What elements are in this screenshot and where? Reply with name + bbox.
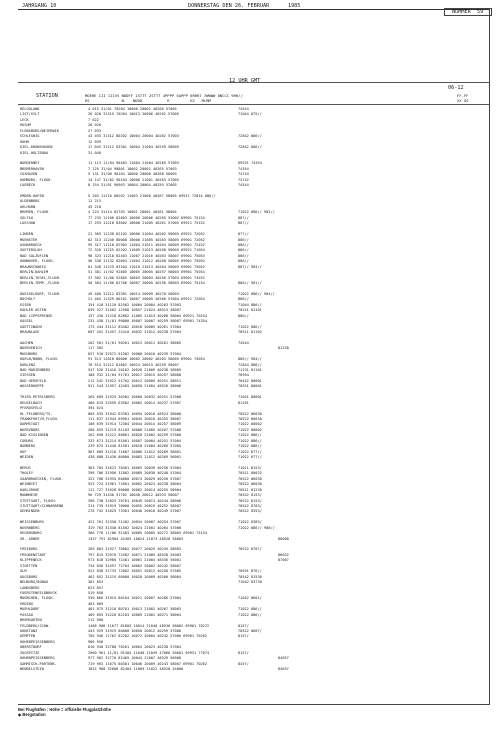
date-label: DONNERSTAG DEN 26. FEBRUAR 1985 [188, 3, 301, 9]
station-extra: 71022 8383/ [238, 520, 262, 525]
station-name: BERLIN-TEGEL,FLUGH. [20, 275, 62, 280]
station-name: BAD HERSFELD [20, 378, 46, 383]
station-name: ZUGSPITZE [20, 650, 40, 655]
station-data: 839 427 31582 12508 10057 21024 48513 58007 [88, 308, 182, 313]
station-name: ESSEN [20, 302, 31, 307]
station-data: 56 338 11132 82603 11004 21012 40268 58005 69901 75052 [88, 259, 205, 264]
station-extra: 74744 [238, 172, 249, 177]
station-extra: 74354 [238, 166, 249, 171]
station-extra: 70511 80032 [238, 471, 262, 476]
station-extra: 71042 83730 [238, 580, 262, 585]
station-data: 4 224 31114 82703 10001 20001 40261 58004 [88, 210, 177, 215]
station-name: MUENCHEN, FLUGH. [20, 596, 55, 601]
station-data: 276 742 31625 73301 10040 20010 40249 57007 [88, 509, 182, 514]
station-name: BRAUNLAGE [20, 329, 40, 334]
station-name: HOHENPEISSENBERG [20, 639, 55, 644]
station-name: TRIER-PETRISBERG [20, 395, 55, 400]
station-row [20, 281, 318, 286]
station-name: PASSAU [20, 612, 33, 617]
station-name: LECK [20, 117, 29, 122]
station-name: KAHLER ASTEN [20, 308, 46, 313]
station-extra: 887// 903// [238, 264, 262, 269]
station-row [20, 384, 318, 389]
station-extra: 71022 886// [238, 324, 262, 329]
station-remark: 84657 [278, 656, 289, 661]
station-data: 705 946 11762 82202 10072 20004 40242 57006 69901 70262 [88, 634, 207, 639]
station-data: 1486 908 11677 81803 10014 21040 48530 58002 69901 70272 [88, 623, 210, 628]
station-extra: 71022 877// [238, 449, 262, 454]
station-remark: 87007 [278, 558, 289, 563]
station-remark: 81238 [278, 346, 289, 351]
station-extra: 886// [238, 297, 249, 302]
station-data: 8 154 31/01 90903 10004 20004 40259 57005 [88, 183, 177, 188]
station-name: KIEL-HOLTENAU [20, 150, 49, 155]
right-code-header-1: FF-FF [457, 93, 469, 98]
station-data: 14 147 31/02 90104 10000 21001 40263 57005 [88, 177, 179, 182]
station-name: BREMERHAVEN [20, 166, 44, 171]
station-data: 45 400 31212 83301 10014 20009 40270 58003 [88, 291, 179, 296]
station-data: 567 685 31218 71607 10006 21012 40269 56001 [88, 449, 182, 454]
station-extra: 8157/ [238, 634, 249, 639]
station-extra: 71022 886// [238, 612, 262, 617]
station-name: AHLHORN [20, 204, 36, 209]
station-extra: 886// 901// [238, 281, 262, 285]
station-name: LANDSBERG [20, 585, 40, 590]
station-extra: 74544 [238, 107, 249, 111]
station-row [20, 151, 318, 156]
station-extra: 70452 80001 [238, 378, 262, 383]
station-data: 319 763 31340 81502 10024 21001 40264 57008 [88, 525, 182, 530]
station-extra: 887// [238, 221, 249, 226]
station-data: 977 962 32770 82405 10044 21007 48529 56000 [88, 656, 182, 661]
station-name: GR. ARBER [20, 536, 40, 541]
station-extra: 74544 [238, 183, 249, 188]
station-name: BERLIN-DAHLEM [20, 270, 49, 275]
station-data: 805 635 31942 63303 10094 20010 48524 58008 [88, 411, 182, 416]
station-data: 21 404 11329 80101 10007 20005 40266 57004 69921 72054 [88, 297, 205, 302]
station-data: 409 893 31220 82103 10009 21001 40271 58004 [88, 612, 182, 617]
station-name: ERDING [20, 601, 33, 606]
station-data: 202 501 31/01 90201 10013 20011 40261 58005 [88, 340, 182, 345]
station-extra: 71022 886// 902// [238, 210, 275, 215]
station-data: 21 305 11238 82102 10006 21004 40262 58005 69921 72052 [88, 232, 205, 237]
station-data: 1832 980 32680 82404 11009 21022 48528 54000 [88, 667, 184, 672]
station-data: 72 320 11225 82202 11009 21013 40268 58005 69921 71054 [88, 248, 205, 253]
station-extra: 70542 8703/ [238, 503, 262, 508]
station-extra: 70954 [238, 373, 249, 378]
station-row [20, 537, 318, 542]
station-name: KEMPTEN [20, 634, 36, 639]
station-extra: 70511 81230 [238, 487, 262, 492]
station-extra: 886// [238, 237, 249, 242]
station-name: BAD LIPPSPRINGE [20, 313, 53, 318]
station-extra: 886// [238, 313, 249, 318]
station-data: 265 609 31925 30302 10060 20032 40251 57008 [88, 395, 182, 400]
station-name: FLENSBURG/WEIERWIK [20, 128, 59, 133]
station-name: WEIDEN [20, 455, 33, 459]
station-name: HAMBURG, FLUGH. [20, 177, 53, 182]
station-remark: 80008 [278, 536, 289, 541]
station-name: REGENSBURG [20, 531, 42, 536]
station-name: HOF [20, 449, 27, 454]
station-data: 212 900 [88, 618, 104, 623]
station-extra: 8157/ [238, 623, 249, 628]
station-data: 239 675 31440 81501 10018 21004 40266 57005 [88, 444, 182, 449]
station-name: GARMISCH-PARTENK. [20, 661, 57, 666]
station-name: BAD KISSINGEN [20, 433, 49, 438]
station-extra: 71022 877// [238, 455, 262, 459]
station-name: HUSUM [20, 123, 31, 128]
station-data: 422 761 31330 71402 10034 20007 40254 57007 [88, 520, 182, 525]
station-name: GOETTINGEN [20, 324, 42, 329]
station-data: 108 639 31914 72304 10044 20014 40257 58009 [88, 422, 182, 427]
station-data: 7 129 31/04 90801 10002 20002 40265 57003 [88, 166, 177, 171]
station-data: 921 544 31957 42403 10050 21004 48526 58006 [88, 384, 182, 389]
station-extra: 74742 [238, 177, 249, 182]
station-data: 81 348 11225 83204 11010 21013 40264 58003 69901 75052 [88, 264, 205, 269]
footer-airport-note: Bei Flughäfen : Höhe = offizielle Flugplatzhöhe [18, 707, 111, 712]
station-extra: 71044 886// [238, 302, 262, 307]
station-extra: 74544 [238, 340, 249, 345]
station-name: KASSEL [20, 319, 33, 324]
station-name: MUENSTER [20, 237, 38, 242]
station-extra: 71022 886// [238, 607, 262, 612]
station-data: 50 384 11/06 82706 10007 20005 40256 58003 69901 75154 [88, 281, 205, 285]
station-name: DARMSTADT [20, 422, 40, 427]
station-data: 5 131 31/00 90104 10000 20000 40268 56005 [88, 172, 177, 177]
station-name: LINGEN [20, 232, 33, 237]
station-data: 17 045 31212 83301 10004 21004 40259 58005 [88, 145, 179, 150]
station-name: WENDELSTEIN [20, 667, 44, 672]
station-data: 553 724 31961 71801 10062 20023 40238 58004 [88, 482, 182, 487]
station-name: MUEHBURG [20, 351, 38, 356]
station-name: KOBLENZ [20, 362, 36, 367]
station-data: 986 950 [88, 639, 104, 644]
station-name: HOHENPEISSENBERG [20, 656, 55, 661]
station-extra: 71011 8153/ [238, 465, 262, 470]
station-name: BAD SALZUFLEN [20, 253, 49, 258]
station-extra: 886// 904// [238, 357, 262, 362]
station-row [20, 455, 318, 460]
station-name: BOCHOLT [20, 297, 36, 302]
station-data: 5 203 11110 80202 11003 21008 40267 58005 69911 72854 886// [88, 194, 216, 198]
station-data: 269 803 31927 70002 10077 20025 40245 58003 [88, 547, 182, 552]
station-name: AUGSBURG [20, 574, 38, 579]
station-row [20, 330, 318, 335]
station-name: FELDBERG/SCHW. [20, 623, 51, 628]
station-data: 332 671 31214 81001 10007 20004 40251 57004 [88, 438, 182, 443]
station-extra: 8157/ [238, 650, 249, 655]
station-data: 627 510 32572 51502 10080 20010 40239 57004 [88, 351, 182, 356]
station-extra: 70522 8153/ [238, 498, 262, 503]
station-name: FREUDENSTADT [20, 552, 46, 557]
station-name: WUERZBURG [20, 427, 40, 432]
station-extra: 71022 886// [238, 433, 262, 438]
station-extra: 877// [238, 232, 249, 237]
station-extra: 71022 886// [238, 444, 262, 449]
station-extra: 70591 876// [238, 569, 262, 574]
station-data: 95 317 11218 82903 11004 21011 40264 58005 69901 72452 [88, 242, 205, 247]
station-name: KARLSRUHE [20, 487, 40, 492]
station-name: NUERNBERG [20, 525, 40, 530]
station-name: BRAUNSCHWEIG [20, 264, 46, 269]
station-data: 4 015 31/01 70204 10006 20002 40266 57005 [88, 107, 177, 111]
station-extra: 71022 80002 [238, 422, 262, 427]
station-name: BREMGARTEN [20, 618, 42, 623]
station-name: HOHN [20, 139, 29, 144]
station-extra: 70522 8607/ [238, 629, 262, 633]
station-name: STUTTGART, FLUGH. [20, 498, 57, 503]
station-data: 797 815 32970 72502 10071 21005 48528 54003 [88, 552, 182, 557]
station-extra: 887// [238, 215, 249, 220]
station-extra: 70522 86030 [238, 476, 262, 481]
station-data: 157 430 11218 82802 11005 21013 40268 58004 69921 70254 [88, 313, 207, 318]
station-name: ULM [20, 569, 27, 574]
station-name: KIEL-KRONSHAGEN [20, 145, 53, 150]
station-name: CUXHAVEN [20, 172, 38, 177]
station-data: 394 624 [88, 406, 104, 411]
station-name: WASSERKUPPE [20, 384, 44, 389]
station-name: BAD MARIENBERG [20, 368, 51, 372]
volume-label: JAHRGANG 10 [22, 3, 57, 9]
station-data: 607 452 31457 22410 10032 21012 40238 57004 [88, 329, 182, 334]
station-extra: 70511 81102 [238, 329, 262, 334]
station-data: 522 838 31733 72002 10051 20012 40250 57005 [88, 569, 182, 574]
station-name: GIESSEN [20, 373, 36, 378]
station-name: LUEBECK [20, 183, 36, 188]
station-data: 31 046 [88, 150, 101, 155]
station-name: FRANKFURT/M,FLUGH. [20, 416, 59, 421]
station-data: 212 542 31922 51702 10012 20005 40251 58011 [88, 378, 182, 383]
station-extra: 71044 875// [238, 112, 262, 117]
station-name: SCHLESWIG [20, 134, 40, 139]
station-data: 973 818 32960 72401 10061 21004 48536 56001 [88, 558, 182, 563]
station-name: SOLTAU [20, 215, 33, 220]
station-remark: 86032 [278, 552, 289, 557]
station-data: 154 410 31110 82502 10004 20004 40263 57003 [88, 302, 182, 307]
station-data: 262 658 31222 80801 10020 21002 40259 57008 [88, 433, 182, 438]
station-name: LIST/SYLT [20, 112, 40, 117]
station-name: PFERDSFELD [20, 406, 42, 411]
station-data: 314 739 31919 70000 10055 20019 40252 58007 [88, 503, 182, 508]
station-data: 268 655 31219 81103 10000 21005 40267 57008 [88, 427, 182, 432]
station-data: 11 113 11/04 90403 11004 21004 40265 57003 [88, 161, 179, 166]
station-extra: 70542 8153/ [238, 493, 262, 498]
station-data: 51 381 11/02 92805 10005 20005 40257 58003 69901 75054 [88, 270, 205, 275]
station-extra: 70522 8707/ [238, 547, 262, 552]
station-data: 2960 961 11/01 91404 11048 21049 47060 50001 69931 77074 [88, 650, 210, 655]
station-data: 366 776 11/06 91403 10005 20005 40272 58003 69901 75154 [88, 531, 207, 536]
code-header-1: MOEHE III IIIVV NDDFF 1STTT 2STTT 4PPPP 5APPP 6RRRT 7WWWW 8NCCC 9HH// [85, 93, 243, 98]
station-data: 443 929 31919 80000 10050 20012 40259 57006 [88, 629, 182, 633]
station-name: STUTTGART/SCHNARRENB [20, 503, 64, 508]
station-name: GUETERSLOH [20, 248, 42, 253]
station-name: OEHRINGEN [20, 509, 40, 514]
station-data: 623 857 [88, 585, 104, 590]
station-extra: 70522 86030 [238, 482, 262, 487]
station-data: 322 708 31935 60000 10074 20029 40250 57007 [88, 476, 182, 481]
station-name: BAMBERG [20, 444, 36, 449]
station-data: 27 033 [88, 128, 101, 133]
station-data: 11 215 [88, 199, 101, 204]
station-extra: 70551 80001 [238, 384, 262, 389]
station-data: 547 526 31410 20102 10020 21009 40238 58005 [88, 368, 182, 372]
station-extra: 70522 8353/ [238, 509, 262, 514]
station-extra: 71041 80001 [238, 395, 262, 400]
observation-table [20, 107, 318, 678]
station-data: 480 615 32559 63502 10082 20014 40237 57007 [88, 400, 182, 405]
station-name: OLDENBURG [20, 199, 40, 204]
station-name: NOERVENICH [20, 346, 42, 351]
station-data: 810 940 32780 70201 10064 20023 40238 57004 [88, 645, 182, 650]
station-name: EMDEN-HAFEN [20, 194, 44, 198]
station-data: 519 858 [88, 590, 104, 595]
station-data: 62 313 11240 80000 10000 21005 40263 58005 69901 72052 [88, 237, 205, 242]
station-data: 381 853 [88, 580, 104, 585]
header-rule-bottom [18, 104, 490, 105]
station-name: BERUS [20, 465, 31, 470]
group-spacer [20, 673, 318, 678]
station-extra: 69931 74354 [238, 161, 262, 166]
station-remark: 84637 [278, 667, 289, 672]
station-name: KLIPPENECK [20, 558, 42, 563]
station-row [20, 509, 318, 514]
station-name: SAARBRUECKEN, FLUGH. [20, 476, 64, 481]
station-data: 77 235 11106 82803 10000 20006 40265 52002 69901 75154 [88, 215, 205, 220]
station-name: KOELN/BONN, FLUGH. [20, 357, 59, 362]
station-row [20, 221, 318, 226]
station-extra: 71231 81101 [238, 368, 262, 372]
station-name: LUECHOW [20, 221, 36, 226]
station-data: 117 502 [88, 346, 104, 351]
station-extra: 886// [238, 248, 249, 253]
station-name: MUEHLDORF [20, 607, 40, 612]
station-data: 186 532 31/04 91701 10017 20015 40257 58008 [88, 373, 182, 378]
station-extra: 8457/ [238, 661, 249, 666]
station-name: BREMEN, FLUGH. [20, 210, 51, 215]
station-data: 43 035 31312 80202 10004 20004 40262 57003 [88, 134, 179, 139]
station-name: HL.FELDBERG/TS. [20, 411, 53, 416]
station-name: FUERSTENFELDBRUCK [20, 590, 57, 595]
code-header-2: RS N NDDD R H2 MLMM [85, 98, 211, 103]
station-name: KONSTANZ [20, 629, 38, 633]
station-name: DUESSELDORF, FLUGH. [20, 291, 62, 296]
station-data: 7 022 [88, 117, 99, 122]
station-extra: 71022 886// 904// [238, 291, 275, 296]
station-data: 17 253 11218 83002 10000 21005 40261 57005 69911 75152 [88, 221, 205, 226]
station-data: 396 738 31825 70701 10049 20013 40244 58006 [88, 498, 182, 503]
station-data: 28 026 [88, 123, 101, 128]
station-name: WEINBIET [20, 482, 38, 487]
station-data: 98 323 11218 82403 11007 21016 40263 58007 69901 75053 [88, 253, 205, 258]
station-name: FREIBURG [20, 547, 38, 552]
station-extra: 70522 86030 [238, 411, 262, 416]
issue-number: NUMMER 59 [452, 9, 484, 15]
station-extra: 70542 81530 [238, 574, 262, 579]
station-name: DEUSELBACH [20, 400, 42, 405]
station-row [20, 667, 318, 672]
station-data: 37 382 11/06 92805 10003 20003 40256 57003 69901 74552 [88, 275, 205, 280]
footer-mountain-note: ◆ Bergstation [18, 712, 46, 717]
station-extra: 886// [238, 253, 249, 258]
station-extra: 70241 81101 [238, 308, 262, 313]
station-name: STOETTEN [20, 563, 38, 568]
station-extra: 70522 86030 [238, 416, 262, 421]
station-extra: 81201 [238, 400, 249, 405]
station-name: NEUBURG/DONAU [20, 580, 49, 585]
station-data: 231 438 11/01 90000 10007 20007 40259 58007 69901 74354 [88, 319, 207, 324]
station-extra: 72842 886// [238, 134, 262, 139]
station-name: NORDERNEY [20, 161, 40, 166]
station-extra: 71022 80002 [238, 427, 262, 432]
station-data: 462 869 [88, 601, 104, 606]
station-data: 530 866 31915 80104 10021 20007 40266 57004 [88, 596, 182, 601]
station-data: 396 706 31956 31802 10089 20030 40248 57004 [88, 471, 182, 476]
station-name: HELGOLAND [20, 107, 40, 111]
station-data: 1437 791 82984 42403 10024 21073 48520 58003 [88, 536, 184, 541]
station-data: 438 688 31430 80000 10003 21012 40269 56001 [88, 455, 182, 459]
station-row [20, 183, 318, 188]
station-name: AACHEN [20, 340, 33, 345]
header-rule-top [18, 82, 490, 83]
station-data: 734 836 31557 72704 10062 20002 40242 58007 [88, 563, 182, 568]
station-data: 91 513 11010 80000 10002 20002 40263 58005 69901 75054 [88, 357, 205, 362]
footer-notes [18, 707, 111, 717]
station-data: 111 637 31944 69901 10045 20010 40255 58007 [88, 416, 182, 421]
obs-time: 12 UHR GMT [229, 78, 261, 84]
right-code-header-2: XX GG [457, 98, 469, 103]
station-name: MANNHEIM [20, 493, 38, 498]
station-name: OBERSTDORF [20, 645, 42, 650]
station-data: 12 039 [88, 139, 101, 144]
station-name: COBURG [20, 438, 33, 443]
obs-time-range: 06-12 [448, 85, 464, 91]
station-extra: 71042 8601/ [238, 596, 262, 601]
station-data: 719 963 11675 80301 10046 20009 40243 58007 69901 70262 [88, 661, 207, 666]
station-data: 96 729 31430 51701 10040 20012 40253 58007 [88, 493, 179, 498]
station-extra: 71022 886// [238, 438, 262, 443]
station-column-header: STATION [36, 93, 58, 99]
station-data: 26 020 31315 70204 10013 20006 40262 57005 [88, 112, 179, 117]
station-extra: 886// [238, 242, 249, 247]
station-data: 462 852 31219 60000 10028 20009 40260 58004 [88, 574, 182, 579]
station-name: WEISSENBURG [20, 520, 44, 525]
station-data: 49 218 [88, 204, 101, 209]
station-data: 363 704 31623 70401 10065 20039 40250 57004 [88, 465, 182, 470]
station-name: BERLIN-TEMP.,FLUGH. [20, 281, 62, 285]
station-data: 70 515 31212 81802 10024 20015 40259 58007 [88, 362, 179, 367]
station-name: THOLEY [20, 471, 33, 476]
station-extra: 886// [238, 259, 249, 264]
station-extra: 72844 886// [238, 362, 262, 367]
station-data: 401 875 31218 80701 10013 21002 40267 58003 [88, 607, 182, 612]
station-extra: 72842 886// [238, 145, 262, 150]
station-data: 175 444 31112 83402 10010 20005 40261 57004 [88, 324, 182, 329]
station-name: OSNABRUECK [20, 242, 42, 247]
station-name: HANNOVER, FLUGH. [20, 259, 55, 264]
station-extra: 71022 886// 908// [238, 525, 275, 530]
station-data: 112 727 31628 60000 10062 20014 40255 58004 [88, 487, 182, 492]
